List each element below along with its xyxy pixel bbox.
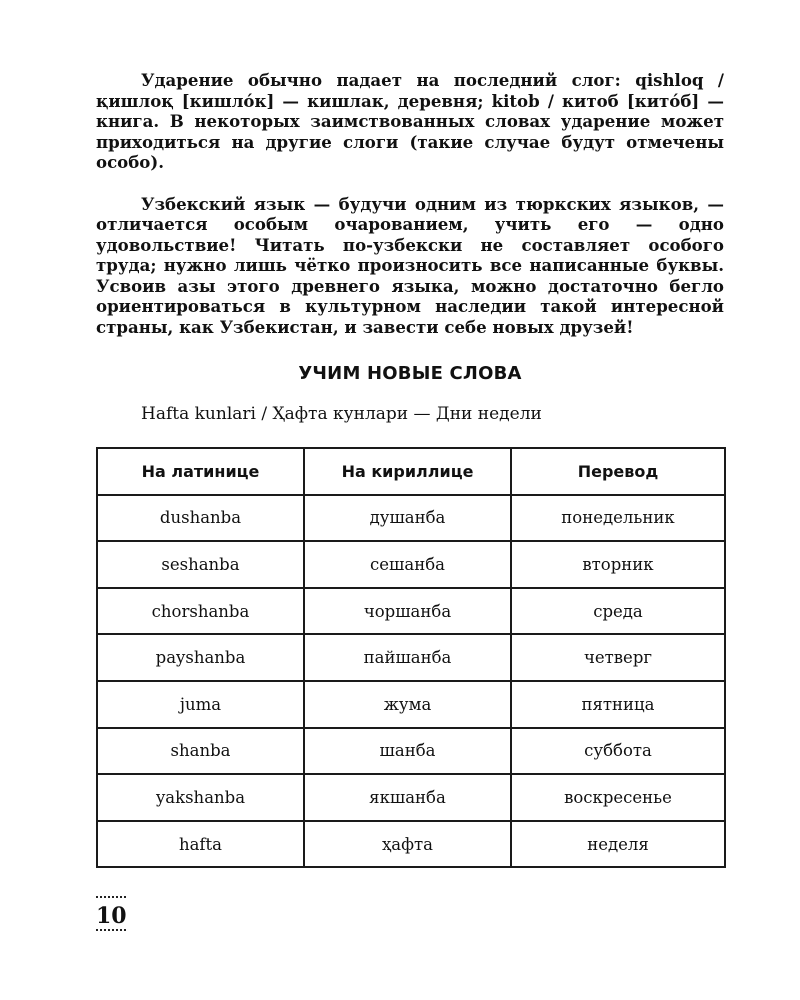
table-caption: Hafta kunlari / Ҳафта кунлари — Дни недели (141, 404, 542, 424)
cell-cyrillic: жума (304, 681, 511, 728)
page-number: 10 (96, 903, 127, 929)
cell-cyrillic: чоршанба (304, 588, 511, 635)
cell-cyrillic: пайшанба (304, 634, 511, 681)
header-latin: На латинице (97, 448, 304, 495)
cell-translation: неделя (511, 821, 725, 868)
cell-translation: суббота (511, 728, 725, 775)
cell-latin: seshanba (97, 541, 304, 588)
weekdays-table (96, 447, 726, 868)
table-row (97, 588, 725, 635)
table-header-row (97, 448, 725, 495)
cell-cyrillic: ҳафта (304, 821, 511, 868)
cell-latin: juma (97, 681, 304, 728)
paragraph-stress: Ударение обычно падает на последний слог: qishloq / қишлоқ [кишло́к] — кишлак, деревня; kitob / китоб [кито́б] — книга. В некоторых заимствованных словах ударение может приходиться на другие слоги (такие случае будут отмечены особо). (96, 70, 724, 172)
table-row (97, 728, 725, 775)
cell-translation: среда (511, 588, 725, 635)
cell-cyrillic: душанба (304, 495, 511, 542)
cell-translation: четверг (511, 634, 725, 681)
paragraph-language: Узбекский язык — будучи одним из тюркских языков, — отличается особым очарованием, учить его — одно удовольствие! Читать по-узбекски не составляет особого труда; нужно лишь чётко произносить все написанные буквы. Усвоив азы этого древнего языка, можно достаточно бегло ориентироваться в культурном наследии такой интересной страны, как Узбекистан, и завести себе новых друзей! (96, 193, 724, 337)
cell-cyrillic: сешанба (304, 541, 511, 588)
cell-latin: chorshanba (97, 588, 304, 635)
cell-translation: вторник (511, 541, 725, 588)
cell-translation: понедельник (511, 495, 725, 542)
cell-translation: воскресенье (511, 774, 725, 821)
table-row (97, 774, 725, 821)
table-row (97, 634, 725, 681)
cell-translation: пятница (511, 681, 725, 728)
cell-latin: shanba (97, 728, 304, 775)
cell-latin: dushanba (97, 495, 304, 542)
table-row (97, 495, 725, 542)
cell-latin: payshanba (97, 634, 304, 681)
table-row (97, 821, 725, 868)
header-cyrillic: На кириллице (304, 448, 511, 495)
cell-cyrillic: шанба (304, 728, 511, 775)
dotted-rule-bottom (96, 929, 126, 935)
table-row (97, 541, 725, 588)
page-number-block (96, 896, 126, 935)
page-body (96, 70, 724, 424)
cell-cyrillic: якшанба (304, 774, 511, 821)
header-translation: Перевод (511, 448, 725, 495)
dotted-rule-top (96, 896, 126, 902)
cell-latin: yakshanba (97, 774, 304, 821)
table-row (97, 681, 725, 728)
section-title: УЧИМ НОВЫЕ СЛОВА (298, 363, 522, 384)
cell-latin: hafta (97, 821, 304, 868)
